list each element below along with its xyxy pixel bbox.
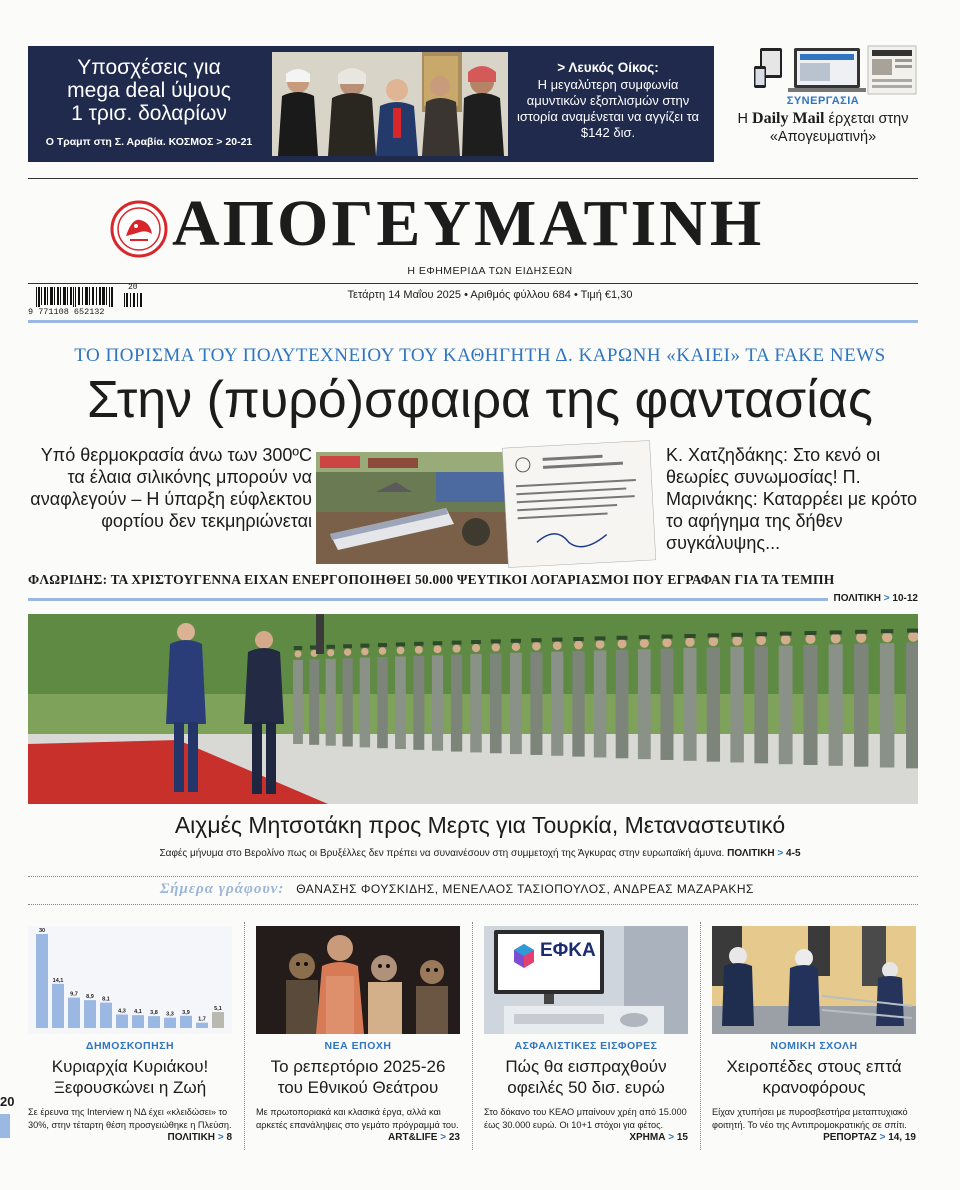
soldier-body bbox=[530, 652, 542, 755]
soldier-body bbox=[326, 659, 336, 746]
poll-bar-label: 8,9 bbox=[86, 994, 94, 1001]
writers-label: Σήμερα γράφουν: bbox=[160, 881, 285, 897]
soldier-cap bbox=[414, 642, 423, 646]
efka-screen-text: ΕΦΚΑ bbox=[540, 940, 596, 961]
soldier-cap bbox=[830, 630, 842, 634]
poll-bar bbox=[116, 1015, 128, 1028]
page-ref: 10-12 bbox=[892, 593, 918, 604]
document-photo bbox=[502, 440, 656, 568]
section-label: ΠΟΛΙΤΙΚΗ bbox=[727, 848, 775, 859]
chevron-right-icon: > bbox=[668, 1132, 675, 1143]
soldier-body bbox=[779, 646, 793, 765]
column-kicker: ΔΗΜΟΣΚΟΠΗΣΗ bbox=[85, 1040, 175, 1052]
writers-line bbox=[160, 881, 920, 898]
lead-right-text: Κ. Χατζηδάκης: Στο κενό οι θεωρίες συνωμοσίας! Π. Μαρινάκης: Καταρρέει με κρότο το αφήγημα της δήθεν συγκάλυψης... bbox=[666, 445, 917, 553]
florides-underline bbox=[28, 598, 828, 601]
poll-bar-label: 1,7 bbox=[198, 1016, 206, 1023]
soldier-cap bbox=[471, 640, 481, 644]
lead-headline[interactable]: Στην (πυρό)σφαιρα της φαντασίας bbox=[87, 371, 873, 429]
soldier-cap bbox=[595, 636, 606, 640]
soldier-body bbox=[730, 647, 743, 763]
poll-bar bbox=[180, 1016, 192, 1028]
section-label: ΠΟΛΙΤΙΚΗ bbox=[833, 593, 882, 604]
page-number: 20 bbox=[0, 1094, 15, 1109]
soldier-head bbox=[472, 644, 480, 652]
column-body: Στο δόκανο του ΚΕΑΟ μπαίνουν χρέη από 15.000 έως 30.000 ευρώ. Οι 10+1 στόχοι για φέτος. bbox=[484, 1107, 687, 1130]
soldier-cap bbox=[805, 631, 817, 635]
column-kicker: ΝΕΑ ΕΠΟΧΗ bbox=[324, 1040, 392, 1052]
poll-bar bbox=[164, 1018, 176, 1028]
soldier-cap bbox=[396, 642, 405, 646]
soldier-cap bbox=[326, 645, 335, 649]
writers-rule-top bbox=[28, 876, 918, 877]
soldier-cap bbox=[294, 646, 302, 650]
soldier-cap bbox=[907, 629, 918, 633]
poll-chart-svg bbox=[28, 926, 232, 1034]
column-kicker: ΝΟΜΙΚΗ ΣΧΟΛΗ bbox=[770, 1040, 858, 1052]
column-section-ref[interactable] bbox=[168, 1132, 232, 1143]
soldier-head bbox=[453, 645, 461, 653]
synergasia-label: ΣΥΝΕΡΓΑΣΙΑ bbox=[786, 95, 860, 107]
column-headline[interactable]: Κυριαρχία Κυριάκου! Ξεφουσκώνει η Ζωή bbox=[51, 1057, 209, 1097]
poll-bar bbox=[212, 1012, 224, 1028]
soldier-cap bbox=[491, 639, 501, 643]
soldier-head bbox=[327, 649, 334, 656]
barcode-addon: 20 bbox=[128, 283, 138, 292]
column-divider bbox=[700, 922, 701, 1150]
column-body: Σε έρευνα της Interview η ΝΔ έχει «κλειδώσει» το 30%, στην τέταρτη θέση προσγειώθηκε η Πλεύση. bbox=[28, 1107, 232, 1130]
soldier-head bbox=[295, 651, 302, 658]
page-ref: 4-5 bbox=[786, 848, 801, 859]
soldier-cap bbox=[360, 644, 369, 648]
banner-right-text: Η μεγαλύτερη συμφωνία αμυντικών εξοπλισμών στην ιστορία αναμένεται να αγγίζει τα $142 δισ. bbox=[516, 77, 700, 140]
poll-bar-label: 8,1 bbox=[102, 996, 110, 1003]
soldier-head bbox=[415, 646, 423, 654]
guard-of-honour-photo bbox=[28, 614, 918, 804]
soldier-head bbox=[806, 634, 816, 644]
page-corner-mark bbox=[0, 1114, 10, 1138]
poll-bar bbox=[196, 1023, 208, 1028]
soldier-head bbox=[434, 645, 442, 653]
soldier-cap bbox=[708, 633, 719, 637]
masthead-logo-seal bbox=[110, 200, 168, 258]
column-headline[interactable]: Το ρεπερτόριο 2025-26 του Εθνικού Θεάτρου bbox=[270, 1057, 446, 1097]
soldier-head bbox=[732, 636, 742, 646]
soldier-body bbox=[451, 655, 462, 752]
soldier-body bbox=[490, 653, 502, 753]
page-ref: 15 bbox=[676, 1132, 688, 1143]
poll-bar bbox=[36, 934, 48, 1028]
soldier-head bbox=[397, 647, 405, 655]
poll-bar-label: 4,1 bbox=[134, 1009, 142, 1016]
soldier-cap bbox=[755, 632, 767, 636]
soldier-head bbox=[831, 633, 841, 643]
barcode-number: 9 771108 652132 bbox=[28, 307, 105, 317]
main-subline bbox=[28, 848, 932, 859]
soldier-body bbox=[342, 658, 352, 746]
soldier-body bbox=[413, 656, 424, 750]
poll-bar-label: 3,8 bbox=[150, 1010, 158, 1017]
column-body: Με πρωτοποριακά και κλασικά έργα, αλλά και αρκετές επανάληψεις στο γεμάτο πρόγραμμά του. bbox=[256, 1107, 459, 1130]
soldier-head bbox=[574, 641, 583, 650]
poll-bar bbox=[68, 998, 80, 1028]
writers-rule-bottom bbox=[28, 904, 918, 905]
soldier-body bbox=[707, 647, 720, 761]
soldier-head bbox=[512, 643, 520, 651]
poll-chart bbox=[28, 926, 232, 1034]
soldier-cap bbox=[343, 644, 352, 648]
soldier-body bbox=[616, 650, 629, 758]
soldier-body bbox=[660, 649, 673, 760]
page-ref: 8 bbox=[226, 1132, 232, 1143]
soldier-cap bbox=[511, 639, 521, 643]
column-body: Είχαν χτυπήσει με πυροσβεστήρα μεταπτυχιακό φοιτητή. Το νέο της Αντιπρομοκρατικής σε σπίτι. bbox=[712, 1107, 908, 1130]
lead-left-text: Υπό θερμοκρασία άνω των 300ºC τα έλαια σιλικόνης μπορούν να αναφλεγούν – Η ύπαρξη εύφλεκτου φορτίου δεν τεκμηριώνεται bbox=[30, 445, 312, 531]
poll-bar-label: 3,3 bbox=[166, 1011, 174, 1018]
soldier-cap bbox=[452, 641, 462, 645]
efka-photo bbox=[484, 926, 688, 1034]
main-subline-text: Σαφές μήνυμα στο Βερολίνο πως οι Βρυξέλλες δεν πρέπει να συναινέσουν στη συμμετοχή της Άγκυρας στην ευρωπαϊκή άμυνα. bbox=[159, 848, 725, 859]
devices-illustration bbox=[752, 44, 918, 98]
column-headline[interactable]: Χειροπέδες στους επτά κρανοφόρους bbox=[726, 1057, 902, 1097]
poll-bar-label: 14,1 bbox=[52, 977, 64, 984]
page-ref: 23 bbox=[448, 1132, 460, 1143]
soldier-body bbox=[880, 643, 895, 767]
poll-bar-label: 5,1 bbox=[214, 1006, 222, 1013]
soldier-head bbox=[709, 637, 719, 647]
banner-photo bbox=[272, 52, 508, 156]
soldier-head bbox=[379, 647, 387, 655]
poll-bar-label: 9,7 bbox=[70, 991, 78, 998]
poll-bar-label: 30 bbox=[38, 928, 46, 934]
soldier-head bbox=[532, 642, 541, 651]
soldier-body bbox=[804, 645, 818, 765]
daily-mail-brand: Daily Mail bbox=[752, 110, 825, 127]
soldier-body bbox=[510, 653, 522, 754]
soldier-body bbox=[638, 649, 651, 759]
synergasia-text[interactable] bbox=[728, 110, 918, 146]
column-kicker: ΑΣΦΑΛΙΣΤΙΚΕΣ ΕΙΣΦΟΡΕΣ bbox=[514, 1040, 658, 1052]
banner-headline: Υποσχέσεις για mega deal ύψους 1 τρισ. δολαρίων bbox=[67, 56, 231, 125]
soldier-cap bbox=[531, 638, 541, 642]
section-label: ΧΡΗΜΑ bbox=[629, 1132, 666, 1143]
column-section-ref[interactable] bbox=[388, 1132, 460, 1143]
masthead-top-rule bbox=[28, 178, 918, 179]
soldier-body bbox=[432, 655, 443, 751]
soldier-head bbox=[756, 635, 766, 645]
chevron-right-icon: > bbox=[777, 848, 784, 859]
soldier-head bbox=[618, 639, 627, 648]
soldier-head bbox=[781, 635, 791, 645]
column-section-ref[interactable] bbox=[629, 1132, 688, 1143]
soldier-body bbox=[360, 658, 370, 748]
masthead-tagline: Η ΕΦΗΜΕΡΙΔΑ ΤΩΝ ΕΙΔΗΣΕΩΝ bbox=[407, 265, 573, 277]
soldier-body bbox=[377, 657, 388, 748]
soldier-body bbox=[551, 652, 563, 756]
poll-bar bbox=[84, 1000, 96, 1028]
main-section-ref[interactable] bbox=[727, 848, 800, 859]
soldier-body bbox=[470, 654, 481, 752]
poll-bar-label: 4,3 bbox=[118, 1008, 126, 1015]
top-banner[interactable] bbox=[28, 46, 714, 162]
column-section-ref[interactable] bbox=[823, 1132, 916, 1143]
chevron-right-icon: > bbox=[883, 593, 890, 604]
soldier-head bbox=[361, 648, 368, 655]
florides-headline[interactable]: ΦΛΩΡΙΔΗΣ: ΤΑ ΧΡΙΣΤΟΥΓΕΝΝΑ ΕΙΧΑΝ ΕΝΕΡΓΟΠΟΙΗΘΕΙ 50.000 ΨΕΥΤΙΚΟΙ ΛΟΓΑΡΙΑΣΜΟΙ ΠΟΥ ΕΓΡΑΦΑΝ ΓΙΑ ΤΑ ΤΕΜΠΗ bbox=[28, 572, 835, 587]
chevron-right-icon: > bbox=[440, 1132, 447, 1143]
section-label: ART&LIFE bbox=[388, 1132, 438, 1143]
soldier-head bbox=[640, 639, 649, 648]
soldier-head bbox=[492, 643, 500, 651]
page-ref: 14, 19 bbox=[888, 1132, 916, 1143]
poll-bar bbox=[148, 1016, 160, 1028]
soldier-body bbox=[395, 656, 406, 749]
soldier-cap bbox=[881, 629, 893, 633]
soldier-cap bbox=[617, 636, 628, 640]
soldier-body bbox=[309, 659, 319, 744]
soldier-cap bbox=[573, 637, 584, 641]
soldier-cap bbox=[731, 633, 743, 637]
poll-bar bbox=[132, 1015, 144, 1028]
soldier-body bbox=[594, 650, 606, 757]
lead-kicker: ΤΟ ΠΟΡΙΣΜΑ ΤΟΥ ΠΟΛΥΤΕΧΝΕΙΟΥ ΤΟΥ ΚΑΘΗΓΗΤΗ Δ. ΚΑΡΩΝΗ «ΚΑΙΕΙ» ΤΑ FAKE NEWS bbox=[74, 345, 886, 366]
soldier-cap bbox=[552, 638, 562, 642]
soldier-body bbox=[906, 643, 918, 769]
soldier-cap bbox=[639, 635, 650, 639]
train-wreck-photo bbox=[316, 452, 512, 564]
section-label: ΡΕΠΟΡΤΑΖ bbox=[823, 1132, 877, 1143]
main-headline[interactable]: Αιχμές Μητσοτάκη προς Μερτς για Τουρκία, Μεταναστευτικό bbox=[174, 812, 786, 838]
soldier-body bbox=[572, 651, 584, 757]
column-divider bbox=[472, 922, 473, 1150]
soldier-body bbox=[854, 644, 868, 767]
soldier-head bbox=[882, 632, 892, 642]
soldier-body bbox=[829, 644, 843, 765]
writers-names: ΘΑΝΑΣΗΣ ΦΟΥΣΚΙΔΗΣ, ΜΕΝΕΛΑΟΣ ΤΑΣΙΟΠΟΥΛΟΣ, ΑΝΔΡΕΑΣ ΜΑΖΑΡΑΚΗΣ bbox=[296, 882, 754, 896]
synergasia-text-pre: Η bbox=[737, 111, 753, 127]
issue-rule-top bbox=[28, 283, 918, 284]
chevron-right-icon: > bbox=[217, 1132, 224, 1143]
column-headline[interactable]: Πώς θα εισπραχθούν οφειλές 50 δισ. ευρώ bbox=[505, 1057, 667, 1097]
soldier-head bbox=[662, 638, 671, 647]
poll-bar bbox=[52, 984, 64, 1028]
poll-bar bbox=[100, 1003, 112, 1028]
soldier-cap bbox=[855, 630, 867, 634]
poll-bar-label: 3,9 bbox=[182, 1009, 190, 1016]
soldier-head bbox=[685, 637, 694, 646]
soldier-cap bbox=[684, 634, 695, 638]
banner-subline: Ο Τραμπ στη Σ. Αραβία. ΚΟΣΜΟΣ > 20-21 bbox=[45, 136, 253, 148]
issue-info: Τετάρτη 14 Μαΐου 2025 • Αριθμός φύλλου 684 • Τιμή €1,30 bbox=[347, 289, 633, 301]
soldier-head bbox=[553, 641, 562, 650]
synergasia-text-post: έρχεται στην «Απογευματινή» bbox=[769, 111, 909, 145]
soldier-body bbox=[754, 646, 768, 763]
soldier-head bbox=[596, 640, 605, 649]
soldier-head bbox=[856, 633, 866, 643]
banner-right-kicker: > Λευκός Οίκος: bbox=[557, 60, 659, 75]
police-photo bbox=[712, 926, 916, 1034]
soldier-cap bbox=[661, 635, 672, 639]
soldier-cap bbox=[780, 632, 792, 636]
soldier-cap bbox=[378, 643, 387, 647]
masthead-title[interactable]: ΑΠΟΓΕΥΜΑΤΙΝΗ bbox=[172, 187, 765, 260]
soldier-cap bbox=[433, 641, 443, 645]
soldier-body bbox=[293, 660, 303, 744]
soldier-body bbox=[683, 648, 696, 761]
section-label: ΠΟΛΙΤΙΚΗ bbox=[167, 1132, 216, 1143]
theatre-photo bbox=[256, 926, 460, 1034]
lead-top-rule bbox=[28, 320, 918, 323]
soldier-head bbox=[344, 649, 351, 656]
column-divider bbox=[244, 922, 245, 1150]
lead-section-ref[interactable] bbox=[834, 593, 919, 604]
chevron-right-icon: > bbox=[879, 1132, 886, 1143]
